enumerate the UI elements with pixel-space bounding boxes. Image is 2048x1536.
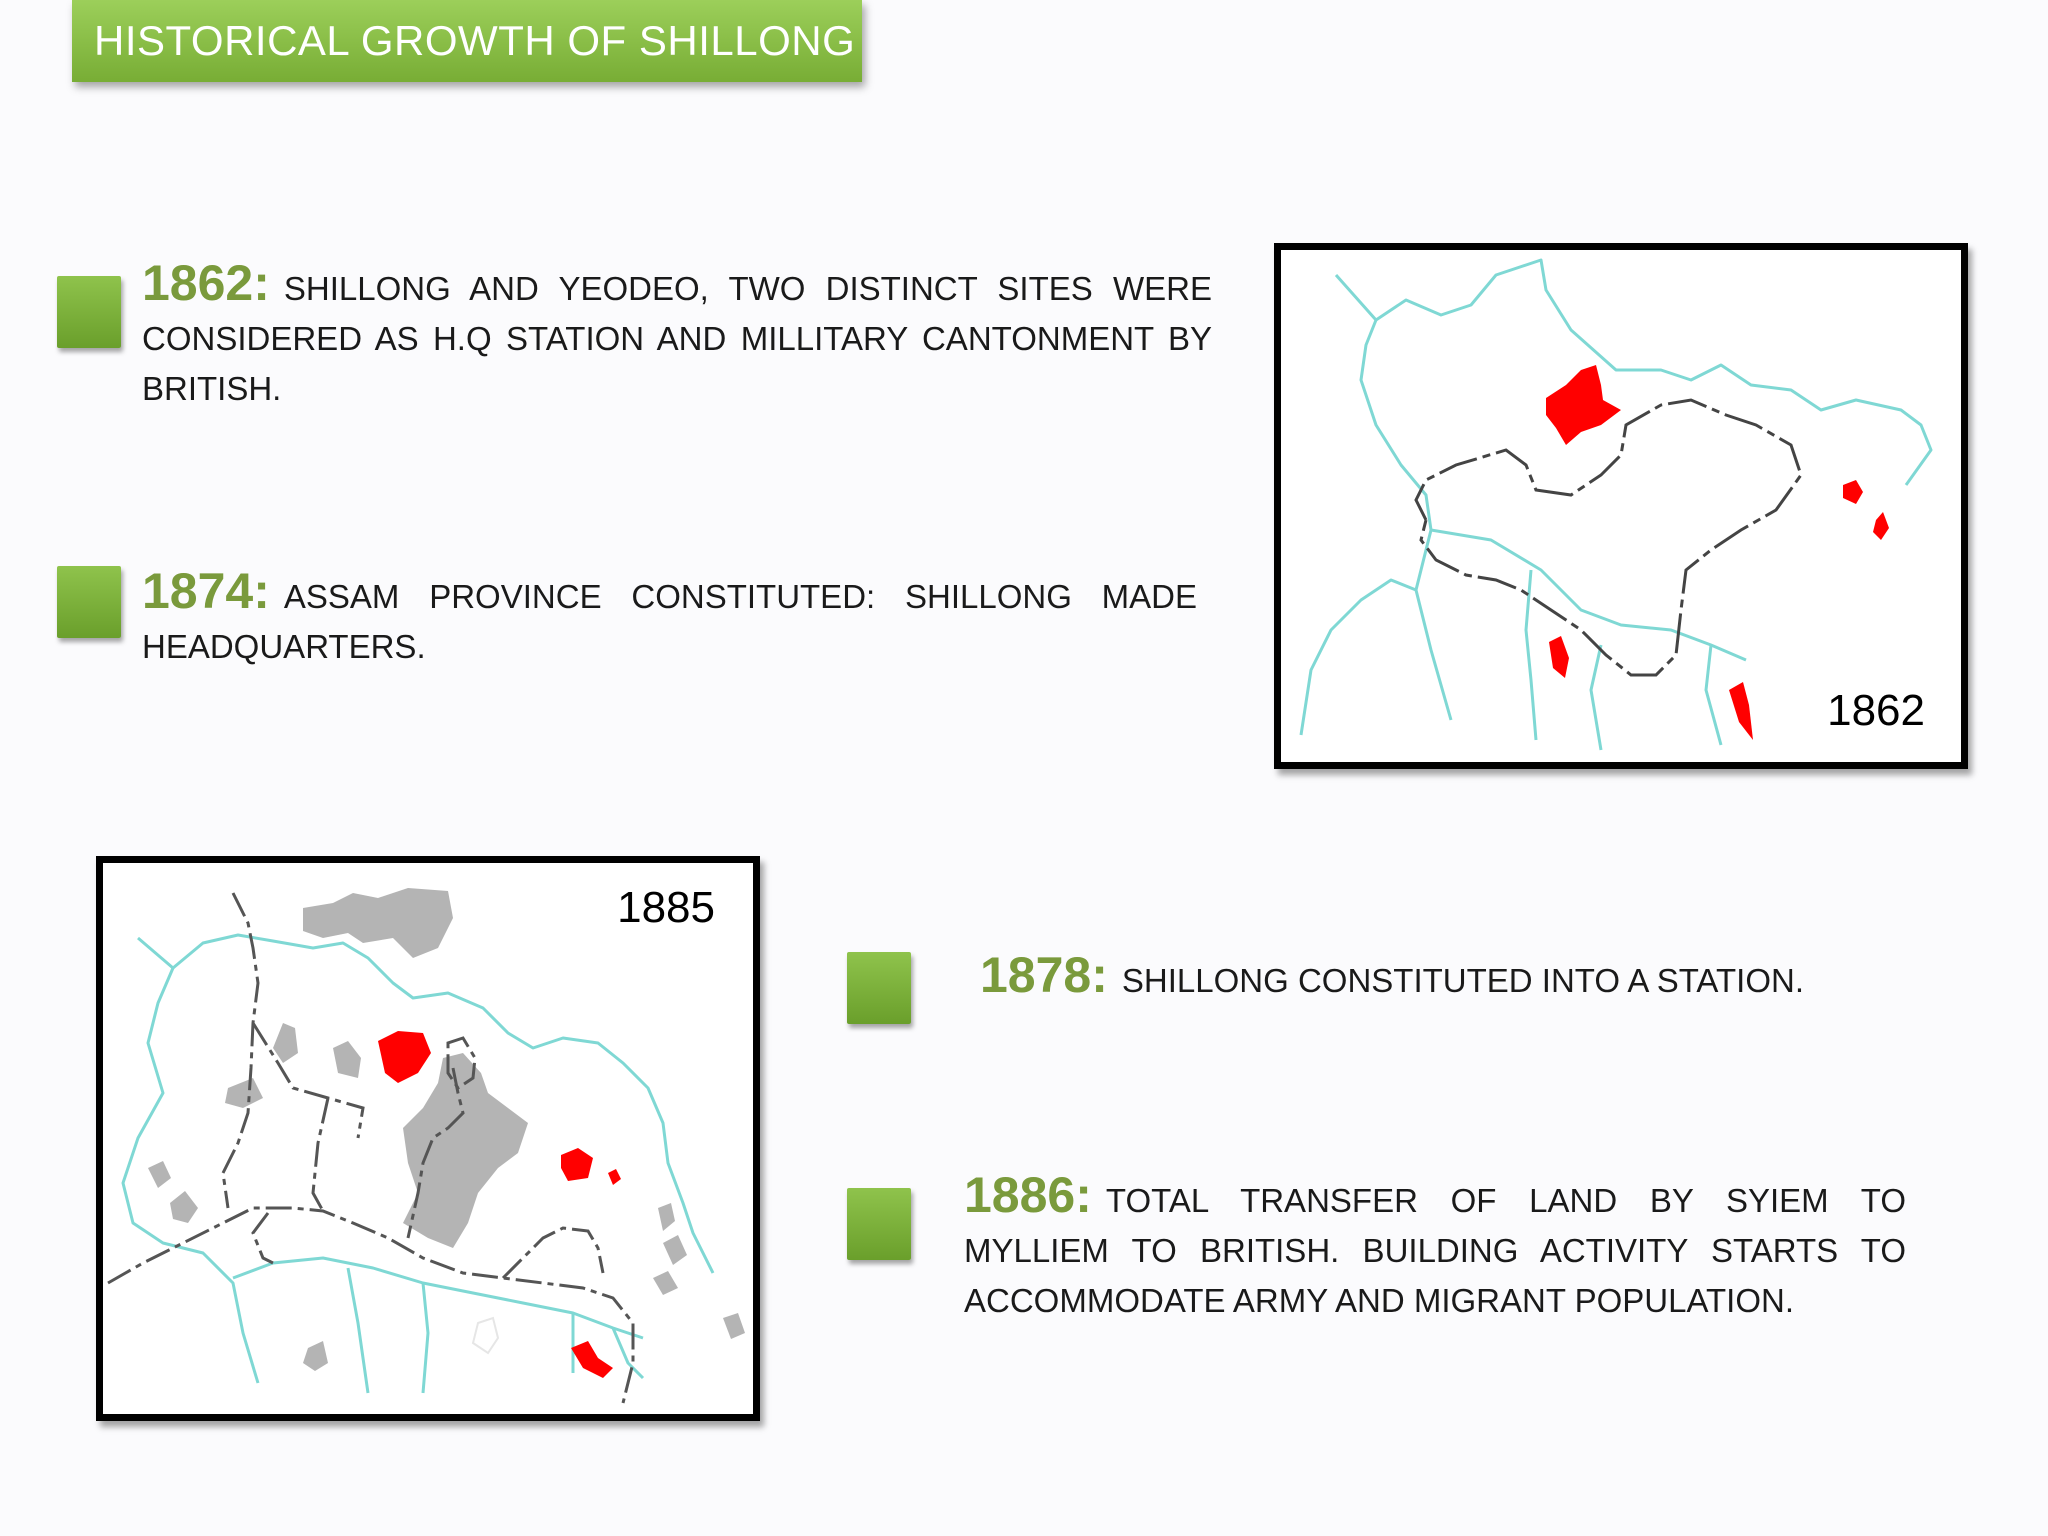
year-1878: 1878: — [980, 947, 1108, 1003]
entry-1886 — [964, 1167, 1906, 1326]
entry-1878 — [980, 947, 1930, 1006]
built-area — [273, 1023, 298, 1063]
entry-1862-text: SHILLONG AND YEODEO, TWO DISTINCT SITES WERE CONSIDERED AS H.Q STATION AND MILLITARY CANTONMENT BY BRITISH. — [142, 270, 1212, 407]
built-area — [303, 1341, 328, 1371]
river-line — [1301, 580, 1416, 735]
built-area — [225, 1078, 263, 1108]
bullet-1878 — [847, 952, 911, 1024]
bullet-1886 — [847, 1188, 911, 1260]
settlement-blob — [561, 1148, 593, 1181]
settlement-blob — [1729, 682, 1753, 740]
road-line — [313, 1098, 328, 1211]
slide-title: HISTORICAL GROWTH OF SHILLONG — [72, 0, 862, 82]
road-line — [253, 1023, 363, 1138]
river-line — [1431, 530, 1746, 660]
map-1885 — [96, 856, 760, 1421]
year-1886: 1886: — [964, 1167, 1092, 1223]
bullet-1862 — [57, 276, 121, 348]
road-line — [253, 1213, 273, 1263]
entry-1886-text: TOTAL TRANSFER OF LAND BY SYIEM TO MYLLIEM TO BRITISH. BUILDING ACTIVITY STARTS TO ACCOMMODATE ARMY AND MIGRANT POPULATION. — [964, 1182, 1906, 1319]
settlement-blob — [1873, 512, 1889, 540]
outline-blob — [473, 1318, 498, 1353]
river-line — [1336, 260, 1931, 485]
river-line — [233, 1258, 643, 1338]
year-1874: 1874: — [142, 563, 270, 619]
built-area — [658, 1203, 675, 1231]
settlement-blob — [1546, 365, 1621, 445]
built-area — [663, 1235, 687, 1265]
entry-1878-text: SHILLONG CONSTITUTED INTO A STATION. — [1121, 962, 1804, 999]
built-area — [303, 888, 453, 958]
built-area — [333, 1041, 361, 1078]
entry-1874-text: ASSAM PROVINCE CONSTITUTED: SHILLONG MADE HEADQUARTERS. — [142, 578, 1197, 665]
map-1885-label: 1885 — [617, 883, 715, 932]
river-line — [1591, 645, 1601, 750]
map-1885-drawing — [103, 863, 753, 1414]
settlement-blob — [571, 1341, 613, 1378]
year-1862: 1862: — [142, 255, 270, 311]
road-line — [223, 893, 258, 1208]
river-line — [423, 1283, 428, 1393]
settlement-blob — [1843, 480, 1863, 504]
map-1862-label: 1862 — [1827, 686, 1925, 735]
road-line — [503, 1228, 603, 1278]
settlement-blob — [608, 1169, 621, 1185]
built-area — [170, 1191, 198, 1223]
river-line — [123, 968, 258, 1383]
bullet-1874 — [57, 566, 121, 638]
settlement-blob — [378, 1031, 431, 1083]
road-line — [108, 1208, 633, 1403]
entry-1862 — [142, 255, 1212, 414]
built-area — [723, 1313, 745, 1339]
map-1862 — [1274, 243, 1968, 769]
river-line — [1706, 645, 1721, 745]
river-line — [348, 1268, 368, 1393]
river-line — [1361, 320, 1451, 720]
entry-1874 — [142, 563, 1197, 672]
built-area — [653, 1271, 678, 1295]
settlement-blob — [1549, 636, 1569, 678]
built-area — [148, 1161, 171, 1188]
